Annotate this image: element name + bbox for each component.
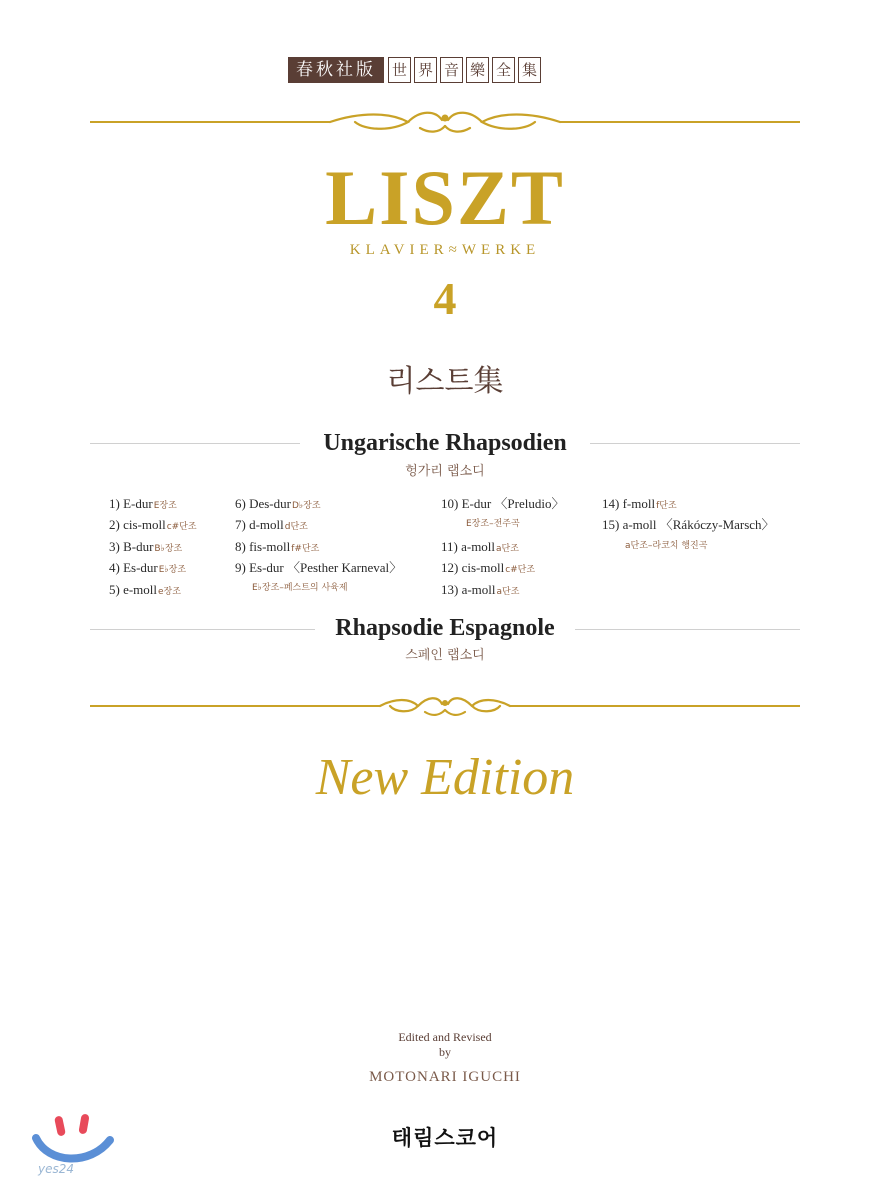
piece-13: 13) a-molla단조 (441, 582, 520, 597)
piece-10-note: E장조–전주곡 (466, 519, 520, 529)
ornament-divider-bottom (90, 692, 800, 722)
section1-title: Ungarische Rhapsodien (323, 430, 567, 456)
section2-title: Rhapsodie Espagnole (335, 615, 555, 641)
piece-10: 10) E-dur 〈Preludio〉 (441, 496, 565, 511)
piece-1: 1) E-durE장조 (109, 496, 177, 511)
watermark-text: yes24 (38, 1162, 75, 1176)
piece-7: 7) d-molld단조 (235, 517, 308, 532)
piece-2: 2) cis-mollc#단조 (109, 517, 197, 532)
korean-title: 리스트集 (386, 364, 504, 399)
piece-3: 3) B-durB♭장조 (109, 539, 183, 554)
piece-15: 15) a-moll 〈Rákóczy-Marsch〉 (602, 517, 775, 532)
series-char: 音 (440, 57, 463, 83)
editor-name: MOTONARI IGUCHI (369, 1069, 521, 1085)
piece-9: 9) Es-dur 〈Pesther Karneval〉 (235, 560, 403, 575)
piece-15-note: a단조–라코치 행진곡 (625, 541, 708, 551)
ornament-divider-top (90, 108, 800, 138)
klavier-werke-subtitle: KLAVIER≈WERKE (349, 242, 541, 258)
piece-9-note: E♭장조–페스트의 사육제 (252, 583, 348, 593)
series-banner (288, 57, 541, 83)
new-edition-script: New Edition (315, 749, 575, 806)
composer-title: LISZT (325, 154, 565, 241)
series-char: 界 (414, 57, 437, 83)
edited-and-revised: Edited and Revised (398, 1030, 492, 1044)
piece-4: 4) Es-durE♭장조 (109, 560, 187, 575)
piece-5: 5) e-molle장조 (109, 582, 181, 597)
series-char: 集 (518, 57, 541, 83)
section2-subtitle: 스페인 랩소디 (405, 648, 485, 663)
series-char: 樂 (466, 57, 489, 83)
volume-number: 4 (433, 273, 457, 324)
piece-8: 8) fis-mollf#단조 (235, 539, 320, 554)
series-char: 世 (388, 57, 411, 83)
piece-12: 12) cis-mollc#단조 (441, 560, 536, 575)
series-collection (388, 57, 541, 83)
publisher-name: 태림스코어 (391, 1126, 499, 1150)
section1-subtitle: 헝가리 랩소디 (405, 464, 485, 479)
piece-6: 6) Des-durD♭장조 (235, 496, 321, 511)
series-char: 全 (492, 57, 515, 83)
by-label: by (439, 1045, 451, 1059)
yes24-smile-icon (28, 1110, 118, 1170)
series-publisher-label: 春秋社版 (288, 57, 384, 83)
piece-11: 11) a-molla단조 (441, 539, 519, 554)
piece-14: 14) f-mollf단조 (602, 496, 677, 511)
